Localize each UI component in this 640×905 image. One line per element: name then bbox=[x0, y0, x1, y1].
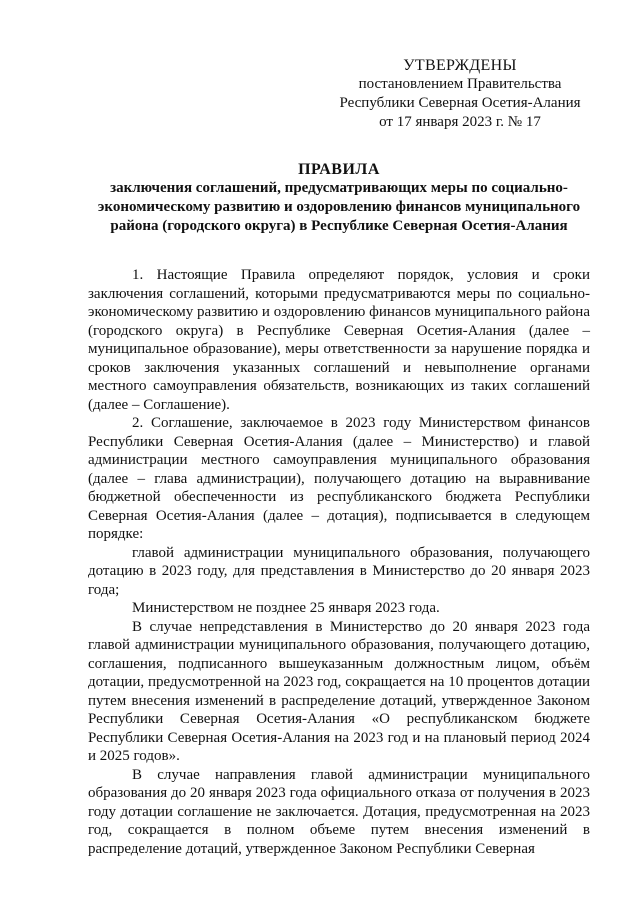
paragraph-2: 2. Соглашение, заключаемое в 2023 году Министерством финансов Республики Северная Осетия-Алания (далее – Министерство) и главой администрации местного самоуправления муниципального образования (далее – глава администрации), получающего дотацию на выравнивание бюджетной обеспеченности из республиканского бюджета Республики Северная Осетия-Алания (далее – дотация), подписывается в следующем порядке: bbox=[88, 415, 590, 542]
title-main: ПРАВИЛА bbox=[298, 161, 380, 178]
approval-stamp bbox=[330, 56, 590, 132]
approval-line-3: от 17 января 2023 г. № 17 bbox=[379, 114, 541, 130]
paragraph-3: главой администрации муниципального образования, получающего дотацию в 2023 году, для представления в Министерство до 20 января 2023 года; bbox=[88, 544, 590, 598]
paragraph-4: Министерством не позднее 25 января 2023 года. bbox=[132, 600, 440, 616]
approval-heading: УТВЕРЖДЕНЫ bbox=[403, 57, 517, 74]
paragraph-6: В случае направления главой администрации муниципального образования до 20 января 2023 года официального отказа от получения в 2023 году дотации соглашение не заключается. Дотация, предусмотренная на 2023 год, сокращается в полном объеме путем внесения изменений в распределение дотаций, утвержденное Законом Республики Северная bbox=[88, 766, 590, 857]
title-subtitle: заключения соглашений, предусматривающих меры по социально-экономическому развитию и оздоровлению финансов муниципального района (городского округа) в Республике Северная Осетия-Алания bbox=[97, 180, 581, 234]
document-body bbox=[88, 266, 590, 858]
approval-line-1: постановлением Правительства bbox=[358, 76, 562, 92]
paragraph-1: 1. Настоящие Правила определяют порядок, условия и сроки заключения соглашений, которыми предусматриваются меры по социально-экономическому развитию и оздоровлению финансов муниципального района (городского округа) в Республике Северная Осетия-Алания (далее – муниципальное образование), меры ответственности за нарушение порядка и сроков заключения указанных соглашений и невыполнение органами местного самоуправления обязательств, возникающих из таких соглашений (далее – Соглашение). bbox=[88, 267, 590, 413]
paragraph-5: В случае непредставления в Министерство до 20 января 2023 года главой администрации муниципального образования, получающего дотацию, соглашения, подписанного вышеуказанным должностным лицом, объём дотации, предусмотренной на 2023 год, сокращается на 10 процентов дотации путем внесения изменений в распределение дотаций, утвержденное Законом Республики Северная Осетия-Алания «О республиканском бюджете Республики Северная Осетия-Алания на 2023 год и на плановый период 2024 и 2025 годов». bbox=[88, 618, 590, 764]
approval-line-2: Республики Северная Осетия-Алания bbox=[339, 95, 581, 111]
document-title bbox=[88, 160, 590, 236]
